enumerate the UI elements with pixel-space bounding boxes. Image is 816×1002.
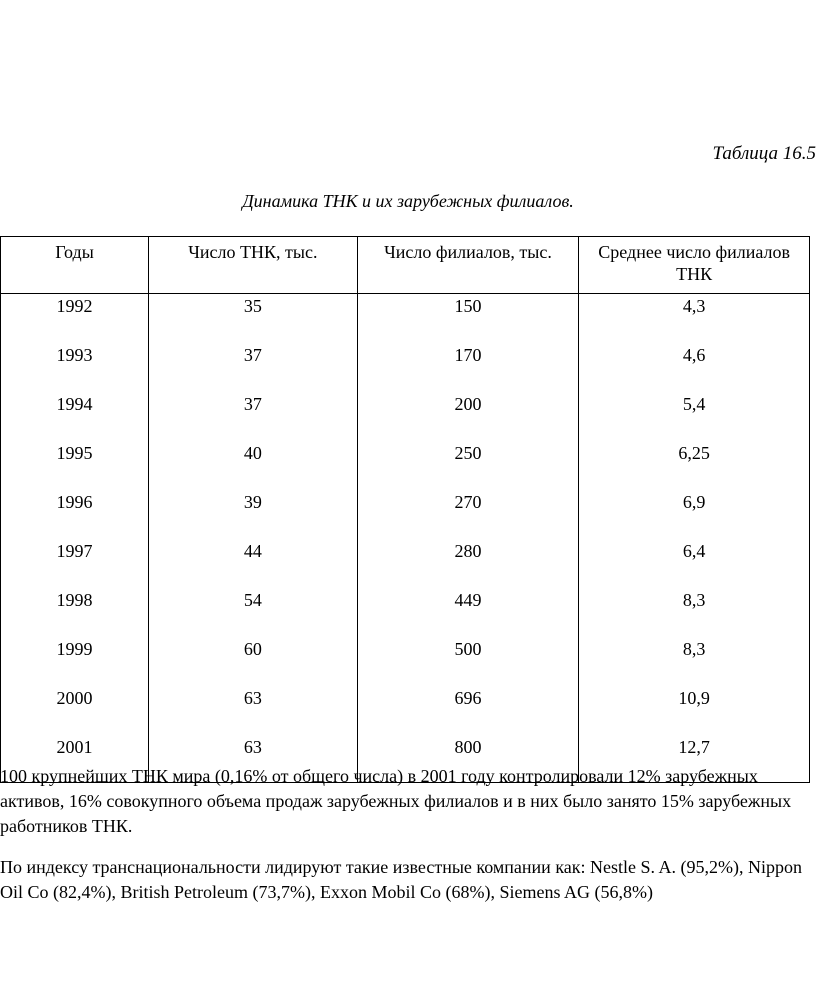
table-row <box>1 686 810 735</box>
cell-year: 1999 <box>1 637 149 686</box>
cell-affiliates: 150 <box>357 294 579 344</box>
cell-affiliates: 250 <box>357 441 579 490</box>
cell-tnk: 40 <box>149 441 358 490</box>
cell-year: 1995 <box>1 441 149 490</box>
table-row <box>1 343 810 392</box>
cell-avg: 6,25 <box>579 441 810 490</box>
cell-year: 2001 <box>1 735 149 783</box>
cell-year: 1998 <box>1 588 149 637</box>
cell-affiliates: 696 <box>357 686 579 735</box>
cell-avg: 12,7 <box>579 735 810 783</box>
cell-avg: 8,3 <box>579 588 810 637</box>
cell-year: 1997 <box>1 539 149 588</box>
cell-avg: 10,9 <box>579 686 810 735</box>
header-affiliates-count: Число филиалов, тыс. <box>357 237 579 294</box>
cell-year: 2000 <box>1 686 149 735</box>
table-row <box>1 539 810 588</box>
cell-tnk: 39 <box>149 490 358 539</box>
cell-tnk: 54 <box>149 588 358 637</box>
cell-affiliates: 270 <box>357 490 579 539</box>
table-row <box>1 637 810 686</box>
cell-tnk: 60 <box>149 637 358 686</box>
table-row <box>1 441 810 490</box>
cell-year: 1992 <box>1 294 149 344</box>
header-years: Годы <box>1 237 149 294</box>
cell-tnk: 37 <box>149 392 358 441</box>
cell-avg: 8,3 <box>579 637 810 686</box>
header-avg-affiliates: Среднее число филиалов ТНК <box>579 237 810 294</box>
header-tnk-count: Число ТНК, тыс. <box>149 237 358 294</box>
cell-avg: 4,3 <box>579 294 810 344</box>
paragraph-top100: 100 крупнейших ТНК мира (0,16% от общего числа) в 2001 году контролировали 12% зарубежных активов, 16% совокупного объема продаж зарубежных филиалов и в них было занято 15% зарубежных работников ТНК. <box>0 766 792 836</box>
table-row <box>1 392 810 441</box>
cell-avg: 5,4 <box>579 392 810 441</box>
table-number: Таблица 16.5 <box>712 143 816 164</box>
cell-tnk: 63 <box>149 686 358 735</box>
cell-affiliates: 200 <box>357 392 579 441</box>
tnk-table <box>0 236 810 783</box>
cell-avg: 6,9 <box>579 490 810 539</box>
cell-affiliates: 449 <box>357 588 579 637</box>
cell-affiliates: 170 <box>357 343 579 392</box>
paragraph-transnationality-index: По индексу транснациональности лидируют такие известные компании как: Nestle S. A. (95,2%), Nippon Oil Co (82,4%), British Petroleum (73,7%), Exxon Mobil Co (68%), Siemens AG (56,8%) <box>0 857 803 902</box>
table-row <box>1 490 810 539</box>
cell-tnk: 63 <box>149 735 358 783</box>
cell-tnk: 37 <box>149 343 358 392</box>
table-title: Динамика ТНК и их зарубежных филиалов. <box>242 191 574 211</box>
cell-affiliates: 280 <box>357 539 579 588</box>
cell-avg: 4,6 <box>579 343 810 392</box>
table-row <box>1 294 810 344</box>
cell-tnk: 44 <box>149 539 358 588</box>
cell-avg: 6,4 <box>579 539 810 588</box>
cell-year: 1994 <box>1 392 149 441</box>
table-row <box>1 588 810 637</box>
cell-year: 1993 <box>1 343 149 392</box>
table-header-row <box>1 237 810 294</box>
cell-affiliates: 500 <box>357 637 579 686</box>
cell-tnk: 35 <box>149 294 358 344</box>
cell-year: 1996 <box>1 490 149 539</box>
cell-affiliates: 800 <box>357 735 579 783</box>
